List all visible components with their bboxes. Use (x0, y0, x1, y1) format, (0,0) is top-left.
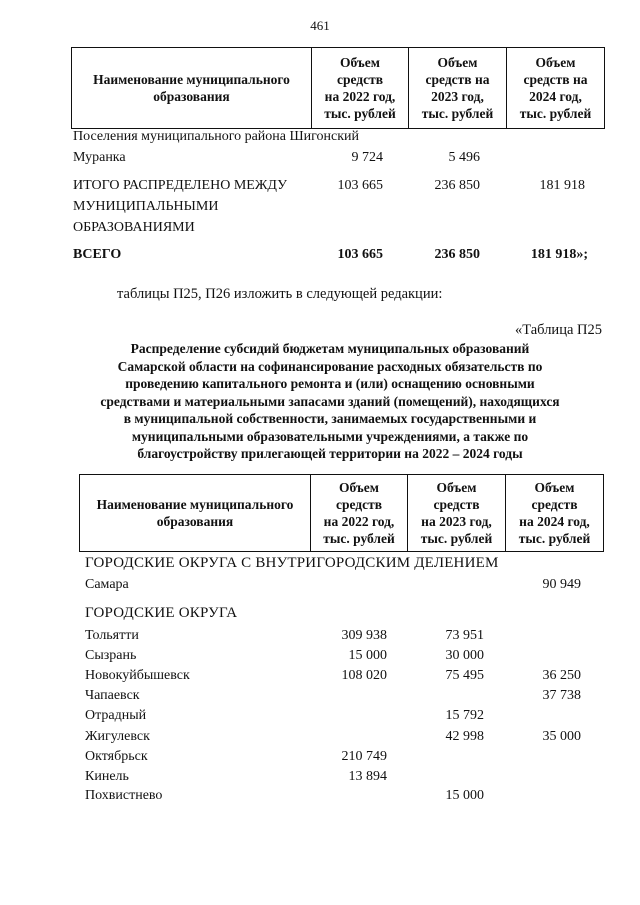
header-line: средств (433, 497, 480, 512)
header-2022-cell (311, 475, 408, 552)
section-label: ГОРОДСКИЕ ОКРУГА (85, 605, 238, 621)
header-2023-cell (408, 475, 506, 552)
itogo-value-2022: 103 665 (337, 178, 383, 193)
title-line: муниципальными образовательными учреждениями, а также по (131, 428, 529, 444)
header-line: тыс. рублей (421, 106, 494, 121)
row-name: Жигулевск (85, 729, 150, 744)
table-row (0, 626, 640, 646)
row-value-2022: 9 724 (351, 150, 383, 165)
itogo-value-2023: 236 850 (434, 178, 480, 193)
page-number: 461 (310, 18, 330, 33)
bottom-table-header (79, 474, 604, 552)
table-title (95, 340, 565, 463)
section-label: ГОРОДСКИЕ ОКРУГА С ВНУТРИГОРОДСКИМ ДЕЛЕНИЕМ (85, 555, 499, 571)
row-value-2024: 35 000 (542, 729, 581, 744)
header-line: тыс. рублей (324, 106, 396, 121)
header-line: Объем (339, 480, 379, 495)
header-line: на 2022 год, (324, 89, 396, 104)
table-row (0, 786, 640, 806)
header-line: средств (531, 497, 578, 512)
itogo-row (0, 176, 640, 196)
header-2024-cell (507, 48, 605, 129)
row-name: Октябрьск (85, 749, 148, 764)
row-value-2023: 30 000 (445, 648, 484, 663)
header-line: Объем (436, 480, 477, 495)
itogo-row-cont (0, 197, 640, 217)
vsego-value-2024: 181 918»; (530, 247, 588, 262)
title-line: средствами и материальными запасами зданий (помещений), находящихся (100, 393, 560, 409)
table-row (0, 747, 640, 767)
section-row (0, 127, 640, 147)
table-row (0, 727, 640, 747)
table-row (0, 686, 640, 706)
table-label: «Таблица П25 (515, 322, 602, 338)
row-value-2022: 13 894 (348, 769, 387, 784)
header-line: средств (336, 72, 384, 87)
table-row (0, 767, 640, 787)
header-line: на 2023 год, (421, 514, 492, 529)
row-name: Муранка (73, 150, 126, 165)
vsego-value-2023: 236 850 (434, 247, 480, 262)
row-name: Сызрань (85, 648, 137, 663)
row-value-2023: 15 000 (445, 788, 484, 803)
table-row (0, 148, 640, 168)
table-row (0, 646, 640, 666)
table-row (0, 706, 640, 726)
row-value-2023: 42 998 (445, 729, 484, 744)
header-2024-cell (506, 475, 604, 552)
row-value-2022: 15 000 (348, 648, 387, 663)
header-2023-cell (409, 48, 507, 129)
header-line: средств на (425, 72, 490, 87)
table-row (0, 666, 640, 686)
header-line: тыс. рублей (519, 106, 592, 121)
header-line: Объем (340, 55, 380, 70)
vsego-row (0, 245, 640, 265)
row-value-2023: 15 792 (445, 708, 484, 723)
title-line: в муниципальной собственности, занимаемых государственными и (123, 411, 537, 426)
header-line: 2023 год, (431, 89, 484, 104)
header-name-cell: Наименование муниципального образования (80, 475, 311, 552)
itogo-name-line: ИТОГО РАСПРЕДЕЛЕНО МЕЖДУ (73, 178, 287, 193)
vsego-name: ВСЕГО (73, 247, 122, 262)
itogo-name-line: МУНИЦИПАЛЬНЫМИ (73, 199, 219, 214)
row-name: Тольятти (85, 628, 139, 643)
table-row (0, 575, 640, 595)
header-line: тыс. рублей (518, 531, 591, 546)
title-line: благоустройству прилегающей территории на 2022 – 2024 годы (137, 446, 523, 461)
title-line: проведению капитального ремонта и (или) оснащению основными (125, 376, 535, 391)
title-line: Распределение субсидий бюджетам муниципальных образований (130, 341, 530, 356)
row-value-2022: 108 020 (341, 668, 387, 683)
itogo-row-cont (0, 218, 640, 238)
instruction-text: таблицы П25, П26 изложить в следующей редакции: (117, 286, 443, 302)
row-value-2024: 36 250 (542, 668, 581, 683)
row-value-2022: 210 749 (341, 749, 387, 764)
header-line: на 2024 год, (519, 514, 590, 529)
row-value-2023: 75 495 (445, 668, 484, 683)
header-name-cell: Наименование муниципального образования (72, 48, 312, 129)
row-name: Отрадный (85, 708, 147, 723)
header-line: средств (335, 497, 383, 512)
vsego-value-2022: 103 665 (337, 247, 383, 262)
top-table-header (71, 47, 605, 129)
row-value-2023: 73 951 (445, 628, 484, 643)
header-line: Объем (437, 55, 478, 70)
row-name: Новокуйбышевск (85, 668, 190, 683)
header-line: тыс. рублей (323, 531, 395, 546)
row-value-2022: 309 938 (341, 628, 387, 643)
title-line: Самарской области на софинансирование расходных обязательств по (117, 358, 543, 374)
itogo-name-line: ОБРАЗОВАНИЯМИ (73, 220, 195, 235)
header-line: Объем (535, 55, 576, 70)
header-line: 2024 год, (529, 89, 582, 104)
header-line: средств на (523, 72, 588, 87)
header-line: Объем (534, 480, 575, 495)
itogo-value-2024: 181 918 (539, 178, 585, 193)
row-name: Самара (85, 577, 129, 592)
row-value-2024: 90 949 (542, 577, 581, 592)
row-value-2023: 5 496 (448, 150, 480, 165)
row-value-2024: 37 738 (542, 688, 581, 703)
header-line: на 2022 год, (323, 514, 395, 529)
row-name: Кинель (85, 769, 129, 784)
header-2022-cell (312, 48, 409, 129)
header-line: тыс. рублей (420, 531, 493, 546)
section-label: Поселения муниципального района Шигонский (73, 129, 360, 144)
row-name: Чапаевск (85, 688, 140, 703)
row-name: Похвистнево (85, 788, 163, 803)
